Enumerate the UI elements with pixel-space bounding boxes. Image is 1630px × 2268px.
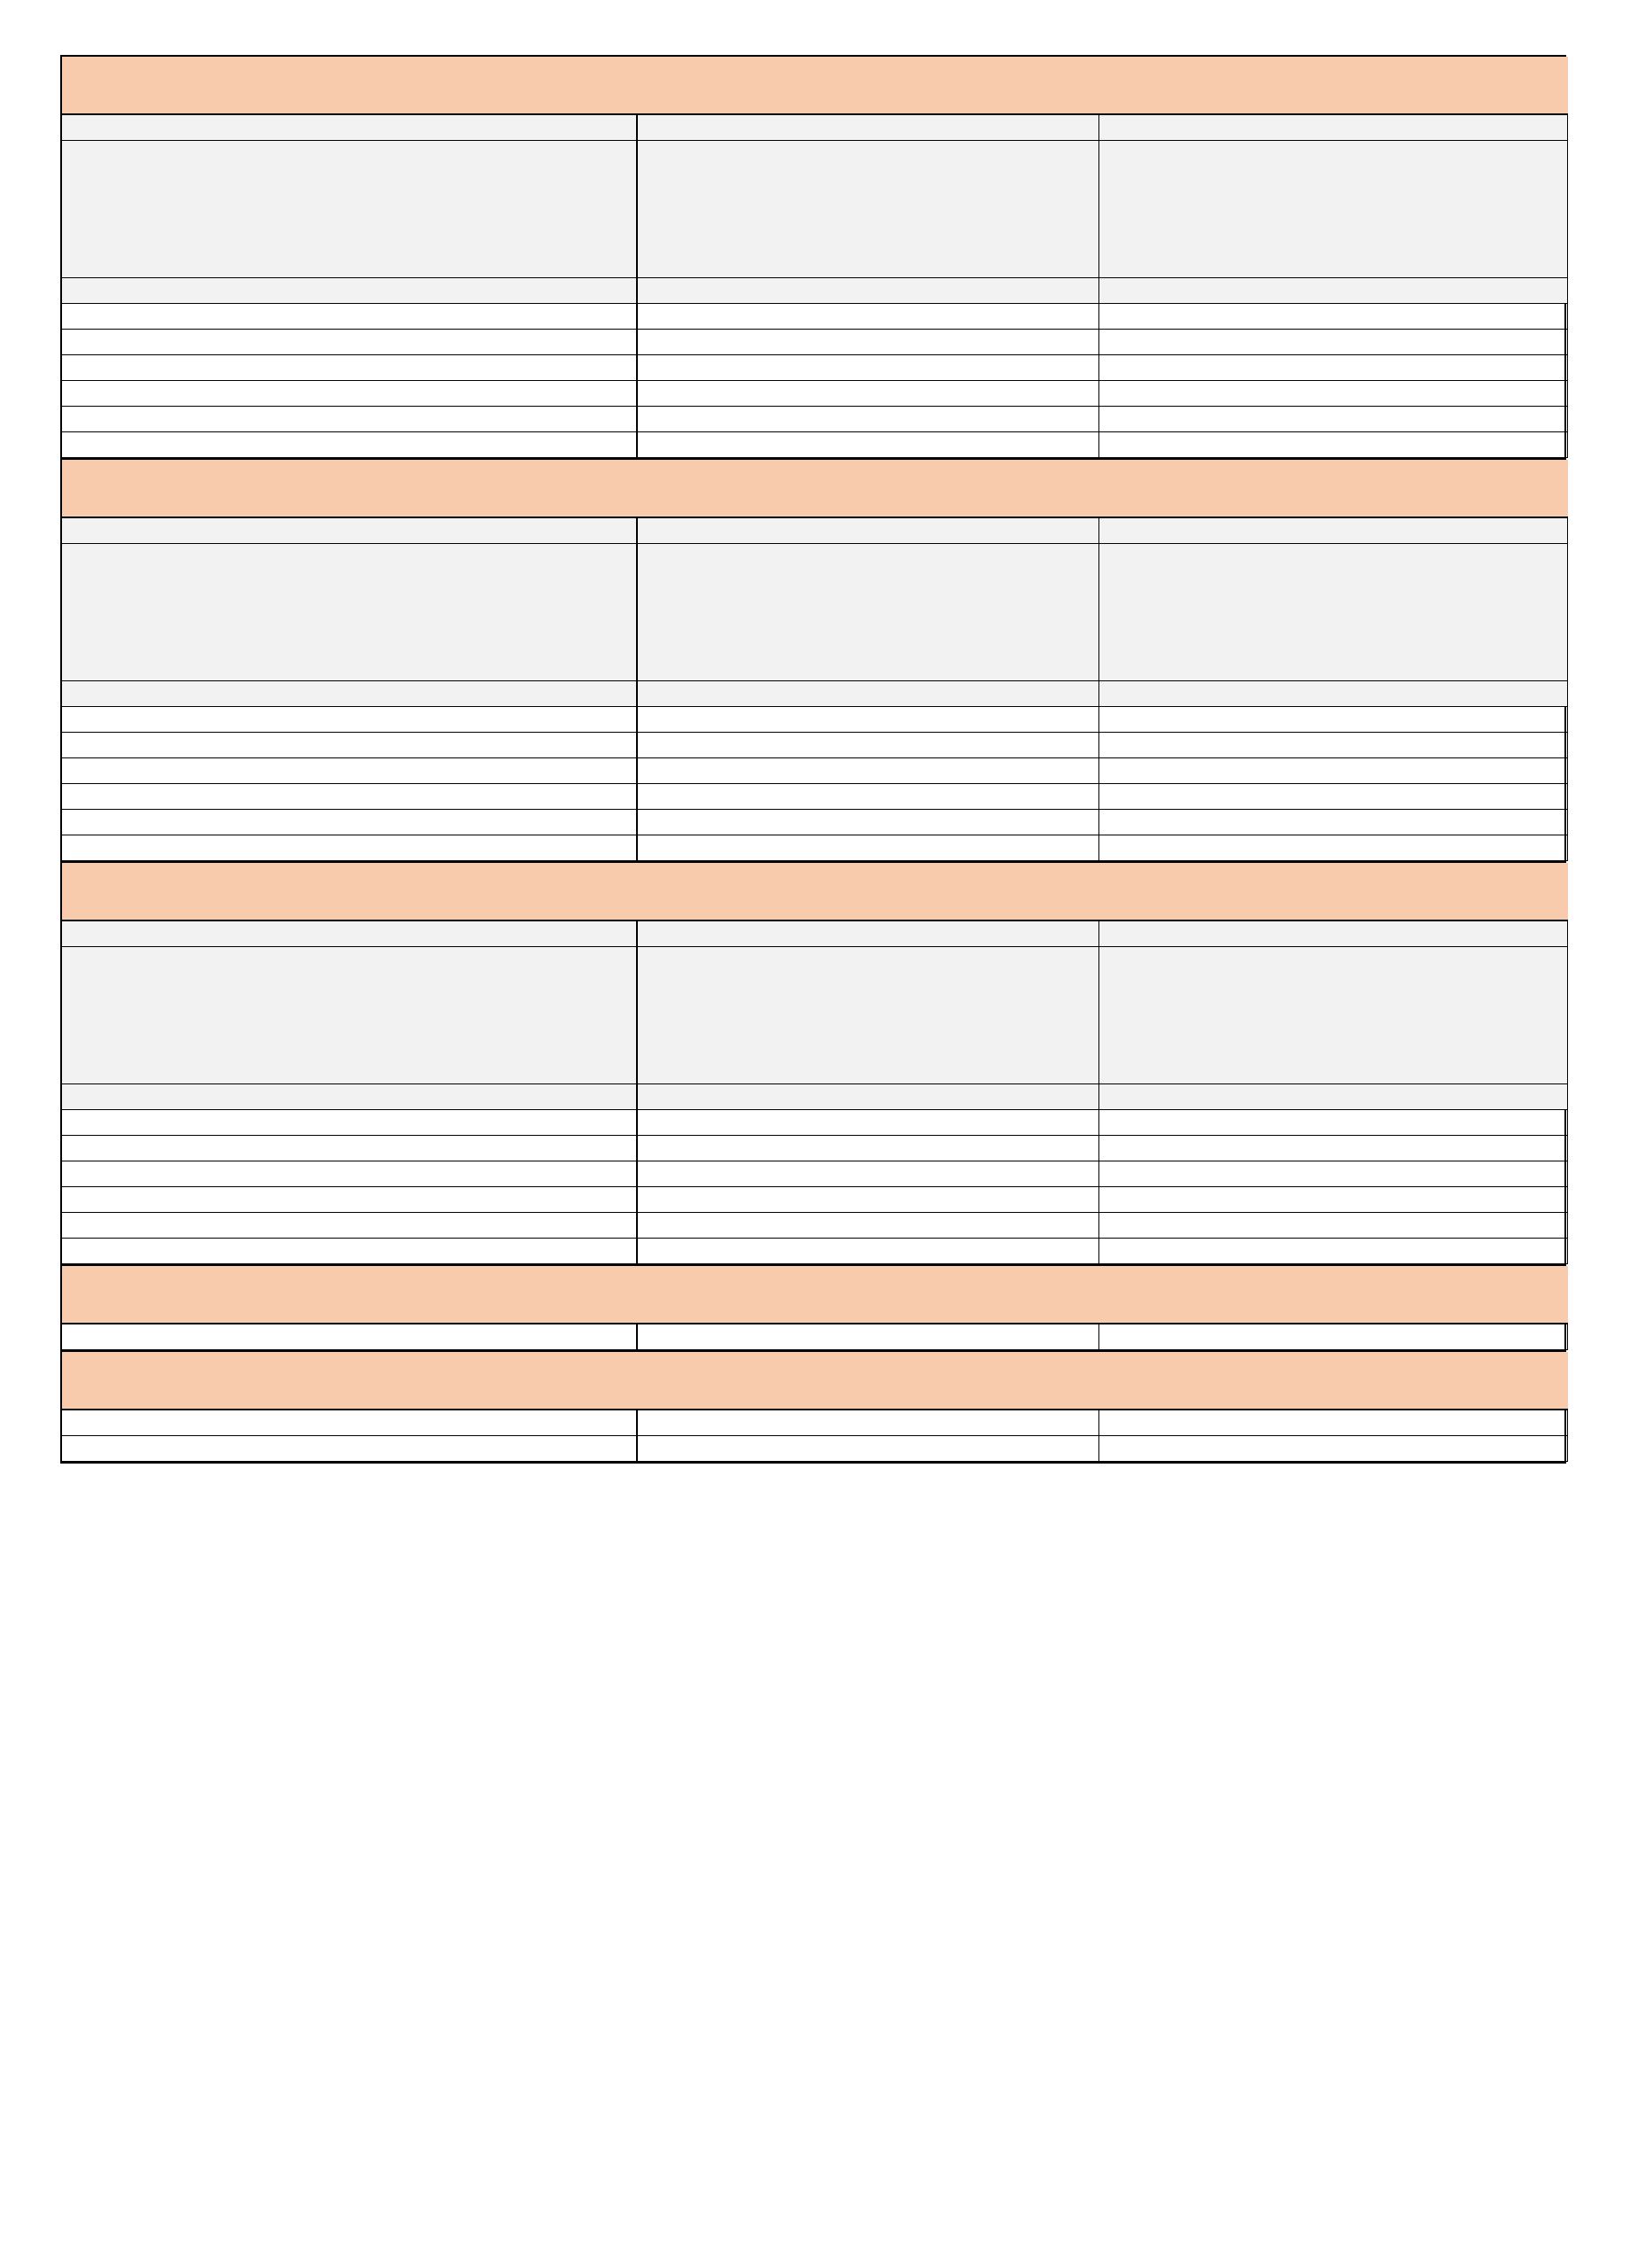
cell-plan-a: [638, 733, 1099, 758]
cell-plan-a: [638, 810, 1099, 835]
row-label: [62, 835, 638, 861]
cell-plan-a: [638, 947, 1099, 1084]
row-label: [62, 544, 638, 681]
cell-plan-b: [1099, 1239, 1568, 1264]
cell-plan-b: [1099, 518, 1568, 544]
cell-plan-a: [638, 1187, 1099, 1213]
cell-plan-a: [638, 1213, 1099, 1239]
cell-plan-b: [1099, 707, 1568, 733]
row-label: [62, 784, 638, 810]
cell-plan-a: [638, 544, 1099, 681]
cell-plan-b: [1099, 784, 1568, 810]
cell-plan-a: [638, 1110, 1099, 1136]
cell-plan-a: [638, 355, 1099, 381]
section-title: [62, 1352, 1568, 1410]
cell-plan-a: [638, 381, 1099, 407]
cell-plan-b: [1099, 115, 1568, 141]
row-label: [62, 330, 638, 355]
cell-plan-a: [638, 330, 1099, 355]
cell-plan-b: [1099, 1436, 1568, 1462]
cell-plan-a: [638, 758, 1099, 784]
cell-plan-b: [1099, 758, 1568, 784]
section-title: [62, 57, 1568, 115]
cell-plan-a: [638, 1084, 1099, 1110]
row-label: [62, 1239, 638, 1264]
cell-plan-b: [1099, 1110, 1568, 1136]
cell-plan-b: [1099, 947, 1568, 1084]
coverage-table: [60, 55, 1566, 2195]
cell-plan-b: [1099, 1136, 1568, 1161]
cell-plan-b: [1099, 407, 1568, 432]
cell-plan-a: [638, 1436, 1099, 1462]
cell-plan-a: [638, 1410, 1099, 1436]
section-title: [62, 863, 1568, 921]
row-label: [62, 733, 638, 758]
cell-plan-b: [1099, 544, 1568, 681]
cell-plan-b: [1099, 432, 1568, 458]
cell-plan-b: [1099, 835, 1568, 861]
cell-plan-a: [638, 407, 1099, 432]
row-label: [62, 381, 638, 407]
cell-plan-a: [638, 518, 1099, 544]
cell-plan-b: [1099, 810, 1568, 835]
row-label: [62, 518, 638, 544]
row-label: [62, 115, 638, 141]
cell-plan-b: [1099, 1187, 1568, 1213]
row-label: [62, 1161, 638, 1187]
cell-plan-a: [638, 835, 1099, 861]
cell-plan-b: [1099, 921, 1568, 947]
row-label: [62, 278, 638, 304]
cell-plan-a: [638, 707, 1099, 733]
row-label: [62, 1410, 638, 1436]
cell-plan-b: [1099, 304, 1568, 330]
cell-plan-a: [638, 921, 1099, 947]
row-label: [62, 707, 638, 733]
row-label: [62, 355, 638, 381]
cell-plan-a: [638, 1136, 1099, 1161]
cell-plan-b: [1099, 330, 1568, 355]
cell-plan-a: [638, 681, 1099, 707]
cell-plan-a: [638, 432, 1099, 458]
cell-plan-b: [1099, 278, 1568, 304]
section-title: [62, 1266, 1568, 1324]
row-label: [62, 758, 638, 784]
section-title: [62, 460, 1568, 518]
cell-plan-b: [1099, 681, 1568, 707]
row-label: [62, 432, 638, 458]
cell-plan-b: [1099, 1324, 1568, 1350]
row-label: [62, 1436, 638, 1462]
row-label: [62, 1136, 638, 1161]
cell-plan-b: [1099, 1161, 1568, 1187]
cell-plan-a: [638, 141, 1099, 278]
cell-plan-a: [638, 1161, 1099, 1187]
coverage-section: [60, 458, 1566, 861]
row-label: [62, 947, 638, 1084]
cell-plan-b: [1099, 141, 1568, 278]
cell-plan-a: [638, 1239, 1099, 1264]
row-label: [62, 1110, 638, 1136]
coverage-section: [60, 861, 1566, 1264]
row-label: [62, 1084, 638, 1110]
row-label: [62, 407, 638, 432]
row-label: [62, 681, 638, 707]
cell-plan-b: [1099, 381, 1568, 407]
cell-plan-a: [638, 1324, 1099, 1350]
cell-plan-a: [638, 115, 1099, 141]
cell-plan-b: [1099, 1410, 1568, 1436]
cell-plan-b: [1099, 1213, 1568, 1239]
cell-plan-b: [1099, 355, 1568, 381]
row-label: [62, 921, 638, 947]
cell-plan-a: [638, 784, 1099, 810]
cell-plan-b: [1099, 733, 1568, 758]
row-label: [62, 1213, 638, 1239]
row-label: [62, 304, 638, 330]
row-label: [62, 810, 638, 835]
row-label: [62, 1187, 638, 1213]
cell-plan-b: [1099, 1084, 1568, 1110]
coverage-section: [60, 1350, 1566, 1464]
coverage-section: [60, 1264, 1566, 1350]
row-label: [62, 1324, 638, 1350]
cell-plan-a: [638, 278, 1099, 304]
cell-plan-a: [638, 304, 1099, 330]
coverage-section: [60, 55, 1566, 458]
row-label: [62, 141, 638, 278]
